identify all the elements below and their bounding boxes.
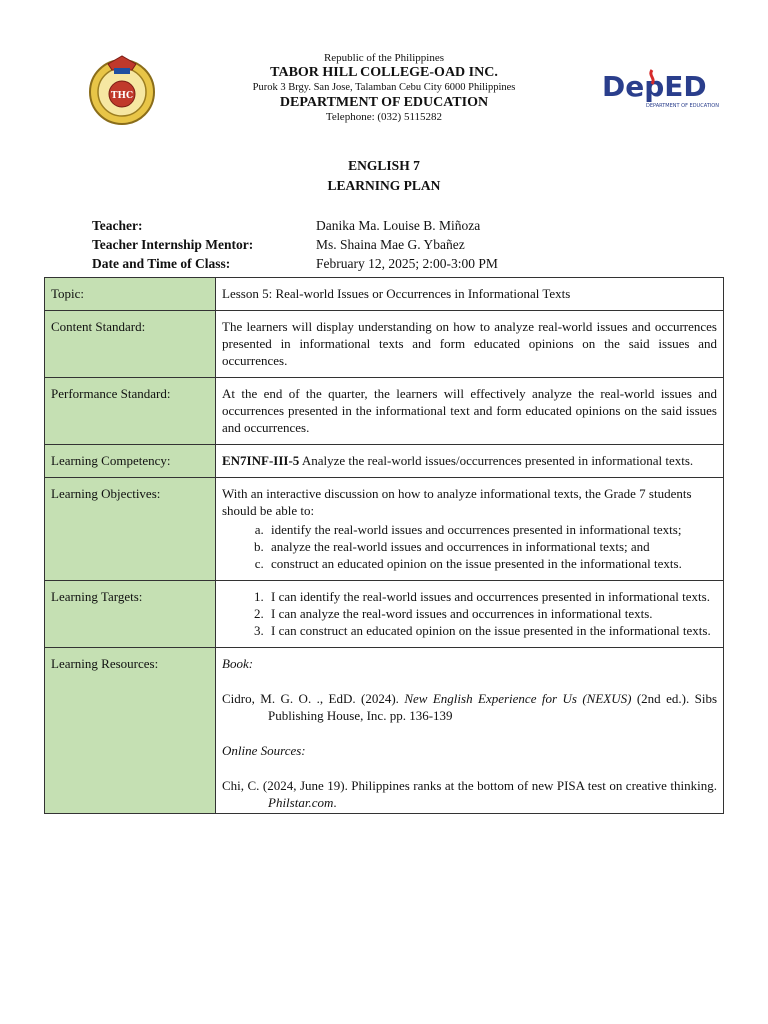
online-sources-heading: Online Sources: (222, 743, 306, 758)
date-label: Date and Time of Class: (92, 256, 231, 271)
document-titles (0, 156, 768, 196)
learning-objectives-label: Learning Objectives: (45, 478, 216, 581)
learning-resources-value (216, 648, 724, 814)
objective-item: b. analyze the real-world issues and occurrences in informational texts; and (267, 538, 717, 555)
targets-list (222, 588, 717, 639)
topic-value: Lesson 5: Real-world Issues or Occurrences in Informational Texts (216, 278, 724, 311)
online-ref-end: . (333, 795, 337, 810)
learning-objectives-row (45, 478, 724, 581)
header-text-block (200, 52, 568, 125)
learning-resources-label: Learning Resources: (45, 648, 216, 814)
online-reference (222, 777, 717, 811)
teacher-row (92, 216, 732, 235)
learning-resources-row (45, 648, 724, 814)
online-ref-text: Chi, C. (2024, June 19). Philippines ranks at the bottom of new PISA test on creative thinking. (222, 778, 717, 793)
content-standard-label: Content Standard: (45, 311, 216, 378)
date-row (92, 254, 732, 273)
competency-text: Analyze the real-world issues/occurrences presented in informational texts. (299, 453, 694, 468)
book-ref-publisher: (2nd ed.). Sibs Publishing House, Inc. pp. 136-139 (268, 691, 718, 723)
telephone-line: Telephone: (032) 5115282 (325, 111, 443, 124)
deped-logo-text: DepED (602, 70, 707, 103)
date-value: February 12, 2025; 2:00-3:00 PM (316, 256, 498, 271)
competency-code: EN7INF-III-5 (222, 453, 300, 468)
mentor-row (92, 235, 732, 254)
learning-competency-label: Learning Competency: (45, 445, 216, 478)
deped-logo-subtext: DEPARTMENT OF EDUCATION (646, 103, 719, 109)
school-address: Purok 3 Brgy. San Jose, Talamban Cebu City 6000 Philippines (252, 81, 516, 93)
online-ref-site: Philstar.com (268, 795, 334, 810)
target-item: 1. I can identify the real-world issues and occurrences presented in informational texts. (267, 588, 717, 605)
teacher-label: Teacher: (92, 218, 143, 233)
content-standard-value: The learners will display understanding on how to analyze real-world issues and occurrences presented in informational texts and form educated opinions on the said issues and occurrences. (216, 311, 724, 378)
school-seal-icon (86, 54, 158, 126)
learning-objectives-value (216, 478, 724, 581)
school-name: TABOR HILL COLLEGE-OAD INC. (270, 65, 498, 81)
content-standard-row (45, 311, 724, 378)
subject-title: ENGLISH 7 (348, 158, 420, 173)
learning-competency-value (216, 445, 724, 478)
book-heading: Book: (222, 656, 254, 671)
learning-plan-table (44, 277, 724, 814)
class-info (92, 216, 732, 273)
book-reference (222, 690, 717, 724)
performance-standard-label: Performance Standard: (45, 378, 216, 445)
objectives-intro: With an interactive discussion on how to analyze informational texts, the Grade 7 students should be able to: (222, 486, 692, 518)
learning-targets-row (45, 581, 724, 648)
mentor-label: Teacher Internship Mentor: (92, 237, 254, 252)
objective-item: c. construct an educated opinion on the issue presented in the informational texts. (267, 555, 717, 572)
topic-label: Topic: (45, 278, 216, 311)
seal-text: THC (110, 91, 134, 101)
mentor-value: Ms. Shaina Mae G. Ybañez (316, 237, 465, 252)
learning-targets-label: Learning Targets: (45, 581, 216, 648)
deped-logo-icon (600, 66, 719, 110)
topic-row (45, 278, 724, 311)
teacher-value: Danika Ma. Louise B. Miñoza (316, 218, 481, 233)
republic-line: Republic of the Philippines (323, 52, 445, 64)
objective-item: a. identify the real-world issues and occurrences presented in informational texts; (267, 521, 717, 538)
target-item: 2. I can analyze the real-word issues and occurrences in informational texts. (267, 605, 717, 622)
plan-title: LEARNING PLAN (327, 178, 441, 193)
objectives-list (222, 521, 717, 572)
book-ref-title: New English Experience for Us (NEXUS) (404, 691, 632, 706)
learning-competency-row (45, 445, 724, 478)
performance-standard-value: At the end of the quarter, the learners will effectively analyze the real-world issues and occurrences presented in the informational text and form educated opinions on the said issues and occurrences. (216, 378, 724, 445)
performance-standard-row (45, 378, 724, 445)
department-name: DEPARTMENT OF EDUCATION (279, 94, 489, 110)
learning-targets-value (216, 581, 724, 648)
target-item: 3. I can construct an educated opinion on the issue presented in the informational texts. (267, 622, 717, 639)
document-header (0, 52, 768, 142)
book-ref-authors: Cidro, M. G. O. ., EdD. (2024). (222, 691, 405, 706)
